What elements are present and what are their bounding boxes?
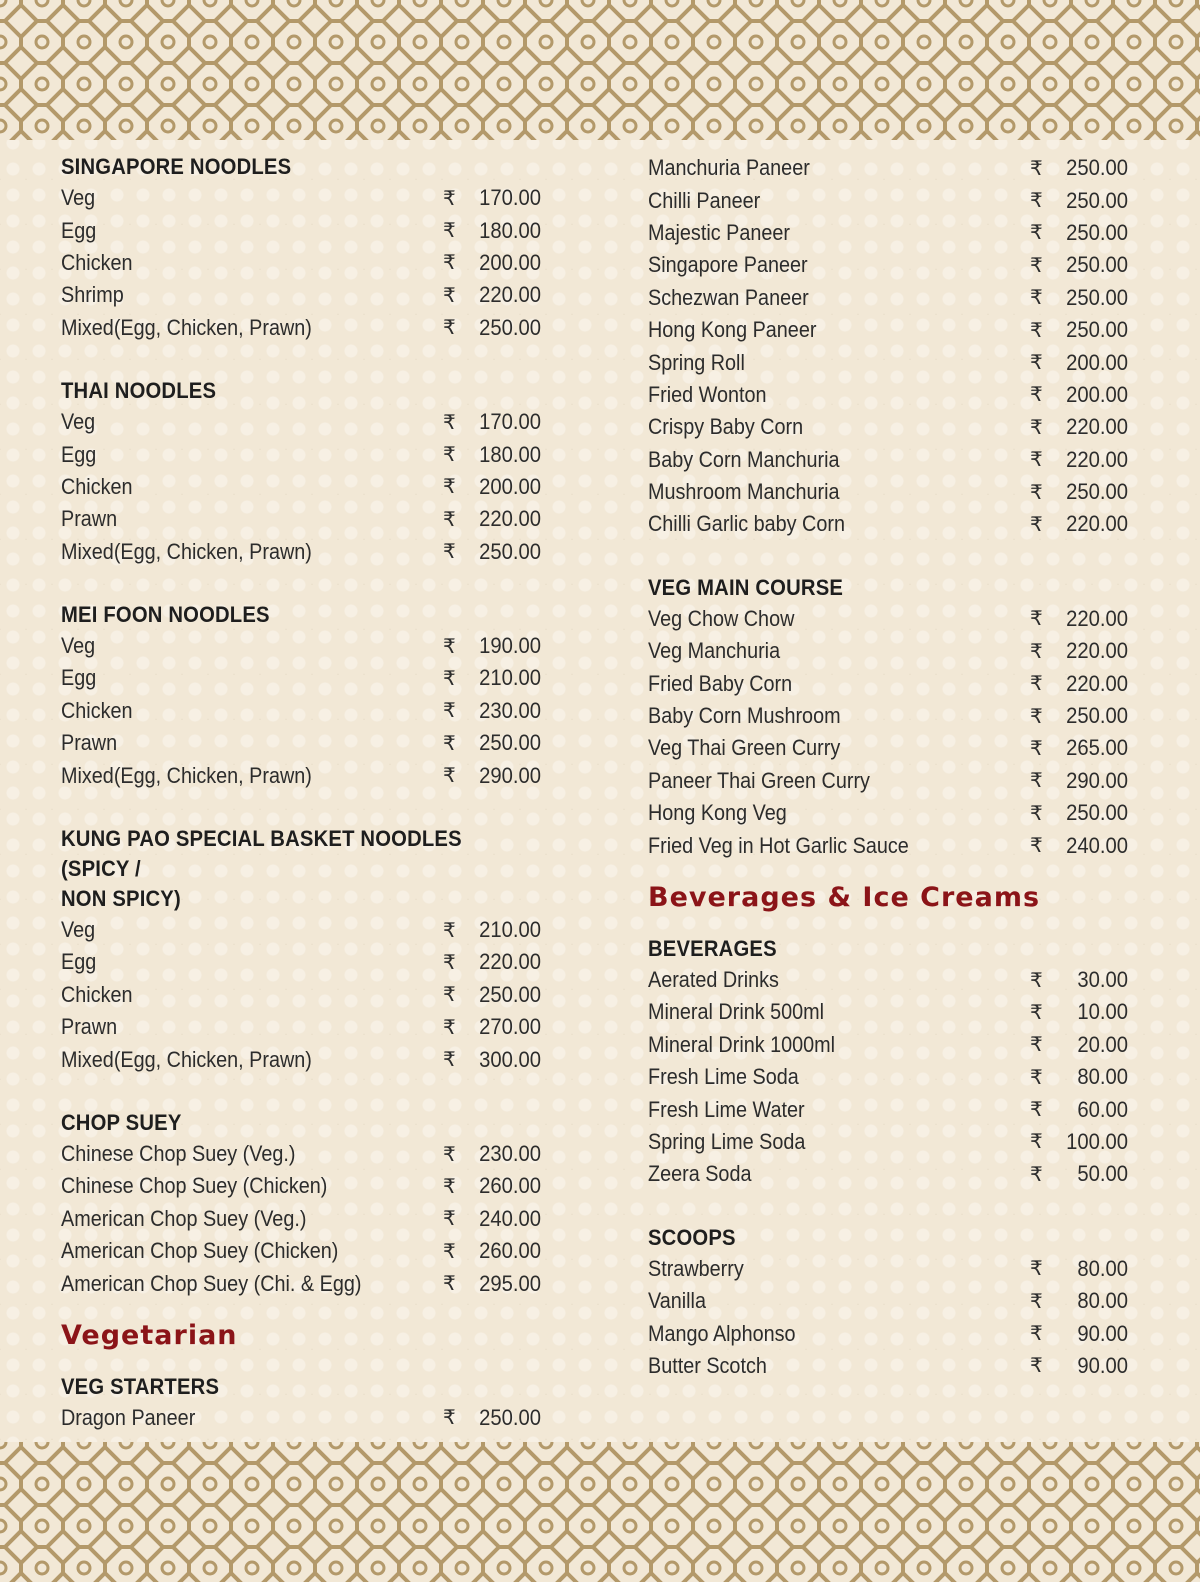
item-price: 80.00 <box>1077 1288 1128 1314</box>
right-column <box>648 152 1128 1382</box>
section-title: VEG MAIN COURSE <box>648 574 844 600</box>
item-price: 180.00 <box>479 217 541 243</box>
item-price: 250.00 <box>1066 703 1128 729</box>
item-name: Fried Baby Corn <box>648 670 793 696</box>
rupee-icon: ₹ <box>443 476 456 499</box>
item-price: 200.00 <box>479 249 541 275</box>
menu-item <box>648 476 1128 508</box>
rupee-icon: ₹ <box>1030 481 1043 504</box>
rupee-icon: ₹ <box>1030 513 1043 536</box>
item-name: American Chop Suey (Chicken) <box>61 1238 339 1264</box>
item-price: 220.00 <box>1066 638 1128 664</box>
item-price: 250.00 <box>479 314 541 340</box>
item-name: Aerated Drinks <box>648 967 779 992</box>
menu-item <box>648 1350 1128 1382</box>
item-name: Baby Corn Manchuria <box>648 446 840 472</box>
item-name: Dragon Paneer <box>61 1404 196 1430</box>
menu-item <box>648 829 1128 861</box>
item-price: 250.00 <box>479 538 541 564</box>
rupee-icon: ₹ <box>1030 1355 1043 1378</box>
item-name: Chicken <box>61 473 133 499</box>
item-price: 240.00 <box>479 1205 541 1231</box>
section-title: THAI NOODLES <box>61 377 217 403</box>
section-title: CHOP SUEY <box>61 1109 182 1135</box>
category-title-beverages: Beverages & Ice Creams <box>648 881 1041 913</box>
item-name: Spring Roll <box>648 349 745 375</box>
rupee-icon: ₹ <box>1030 1099 1043 1122</box>
item-name: Strawberry <box>648 1255 744 1281</box>
rupee-icon: ₹ <box>443 1016 456 1039</box>
menu-item <box>61 214 541 246</box>
menu-item <box>61 1267 541 1299</box>
item-name: Chilli Paneer <box>648 187 761 213</box>
rupee-icon: ₹ <box>1030 737 1043 760</box>
item-price: 260.00 <box>479 1173 541 1199</box>
menu-item <box>648 732 1128 764</box>
menu-item <box>61 312 541 344</box>
item-price: 220.00 <box>479 282 541 308</box>
menu-item <box>61 1235 541 1267</box>
rupee-icon: ₹ <box>443 635 456 658</box>
rupee-icon: ₹ <box>1030 608 1043 631</box>
item-price: 220.00 <box>1066 605 1128 631</box>
item-price: 100.00 <box>1066 1128 1128 1154</box>
menu-item <box>648 1158 1128 1190</box>
menu-item <box>648 444 1128 476</box>
rupee-icon: ₹ <box>1030 673 1043 696</box>
rupee-icon: ₹ <box>443 1049 456 1072</box>
item-price: 170.00 <box>479 185 541 211</box>
spacer <box>61 1076 541 1108</box>
rupee-icon: ₹ <box>1030 802 1043 825</box>
item-price: 260.00 <box>479 1238 541 1264</box>
rupee-icon: ₹ <box>443 1208 456 1231</box>
rupee-icon: ₹ <box>1030 640 1043 663</box>
item-name: Veg <box>61 917 96 943</box>
rupee-icon: ₹ <box>1030 157 1043 180</box>
item-price: 220.00 <box>1066 446 1128 472</box>
bottom-decorative-border <box>0 1442 1200 1582</box>
menu-item <box>648 314 1128 346</box>
item-price: 250.00 <box>1066 187 1128 213</box>
item-name: Mushroom Manchuria <box>648 479 840 505</box>
item-price: 250.00 <box>1066 284 1128 310</box>
menu-item <box>648 184 1128 216</box>
menu-item <box>61 946 541 978</box>
item-name: Crispy Baby Corn <box>648 414 804 440</box>
menu-item <box>648 152 1128 184</box>
menu-item <box>648 700 1128 732</box>
item-price: 250.00 <box>479 1404 541 1430</box>
rupee-icon: ₹ <box>443 541 456 564</box>
section-chop-suey <box>61 1108 541 1300</box>
spacer <box>648 918 1128 934</box>
item-name: Egg <box>61 441 97 467</box>
rupee-icon: ₹ <box>1030 319 1043 342</box>
rupee-icon: ₹ <box>443 187 456 210</box>
item-name: Fried Wonton <box>648 381 767 407</box>
item-price: 210.00 <box>479 917 541 943</box>
item-price: 250.00 <box>479 730 541 756</box>
section-title-line1: KUNG PAO SPECIAL BASKET NOODLES (SPICY / <box>61 825 462 881</box>
item-price: 190.00 <box>479 633 541 659</box>
spacer <box>648 862 1128 878</box>
item-name: Chicken <box>61 697 133 723</box>
menu-item <box>61 247 541 279</box>
item-price: 200.00 <box>479 473 541 499</box>
rupee-icon: ₹ <box>1030 449 1043 472</box>
item-name: Mineral Drink 1000ml <box>648 1031 836 1057</box>
rupee-icon: ₹ <box>443 284 456 307</box>
section-title-line2: NON SPICY) <box>61 885 181 911</box>
rupee-icon: ₹ <box>443 984 456 1007</box>
item-name: Hong Kong Veg <box>648 800 787 826</box>
item-price: 180.00 <box>479 441 541 467</box>
spacer <box>648 1191 1128 1223</box>
item-price: 220.00 <box>479 506 541 532</box>
item-price: 240.00 <box>1066 832 1128 858</box>
menu-item <box>61 536 541 568</box>
menu-item <box>61 1043 541 1075</box>
spacer <box>61 344 541 376</box>
menu-item <box>648 379 1128 411</box>
item-price: 300.00 <box>479 1046 541 1072</box>
section-veg-main-course <box>648 573 1128 862</box>
menu-item <box>648 603 1128 635</box>
menu-item <box>648 667 1128 699</box>
rupee-icon: ₹ <box>443 411 456 434</box>
menu-item <box>61 471 541 503</box>
item-name: Spring Lime Soda <box>648 1128 806 1154</box>
item-name: Fried Veg in Hot Garlic Sauce <box>648 832 909 858</box>
rupee-icon: ₹ <box>1030 222 1043 245</box>
item-price: 250.00 <box>1066 800 1128 826</box>
rupee-icon: ₹ <box>1030 1290 1043 1313</box>
menu-item <box>61 438 541 470</box>
menu-item <box>61 727 541 759</box>
menu-item <box>61 914 541 946</box>
item-name: Veg Chow Chow <box>648 605 795 631</box>
menu-item <box>61 1138 541 1170</box>
item-price: 220.00 <box>1066 511 1128 537</box>
item-name: Hong Kong Paneer <box>648 317 817 343</box>
item-name: Schezwan Paneer <box>648 284 809 310</box>
item-name: Egg <box>61 217 97 243</box>
rupee-icon: ₹ <box>1030 969 1043 992</box>
item-name: Mixed(Egg, Chicken, Prawn) <box>61 762 312 788</box>
item-price: 265.00 <box>1066 735 1128 761</box>
menu-item <box>61 759 541 791</box>
item-price: 295.00 <box>479 1270 541 1296</box>
section-veg-starters <box>61 1372 541 1434</box>
spacer <box>61 1300 541 1316</box>
rupee-icon: ₹ <box>443 732 456 755</box>
rupee-icon: ₹ <box>443 220 456 243</box>
rupee-icon: ₹ <box>1030 1001 1043 1024</box>
menu-item <box>648 1029 1128 1061</box>
section-mei-foon-noodles <box>61 600 541 792</box>
item-price: 50.00 <box>1077 1161 1128 1187</box>
item-name: Chicken <box>61 249 133 275</box>
rupee-icon: ₹ <box>443 919 456 942</box>
menu-item <box>648 282 1128 314</box>
item-name: Chinese Chop Suey (Veg.) <box>61 1141 296 1166</box>
menu-item <box>648 797 1128 829</box>
rupee-icon: ₹ <box>443 252 456 275</box>
item-price: 250.00 <box>1066 219 1128 245</box>
rupee-icon: ₹ <box>1030 835 1043 858</box>
menu-item <box>648 1093 1128 1125</box>
menu-item <box>61 1011 541 1043</box>
item-name: Chicken <box>61 981 133 1007</box>
menu-item <box>61 182 541 214</box>
item-name: Mixed(Egg, Chicken, Prawn) <box>61 1046 312 1072</box>
spacer <box>61 792 541 824</box>
item-price: 250.00 <box>1066 155 1128 181</box>
menu-item <box>61 630 541 662</box>
top-decorative-border <box>0 0 1200 140</box>
spacer <box>61 568 541 600</box>
menu-item <box>648 996 1128 1028</box>
section-scoops <box>648 1223 1128 1383</box>
item-price: 210.00 <box>479 665 541 691</box>
item-name: Prawn <box>61 506 118 532</box>
section-title: SCOOPS <box>648 1224 736 1250</box>
item-price: 60.00 <box>1077 1096 1128 1122</box>
menu-item <box>648 765 1128 797</box>
item-name: Mineral Drink 500ml <box>648 999 825 1025</box>
menu-item <box>61 279 541 311</box>
item-price: 20.00 <box>1077 1031 1128 1057</box>
item-price: 30.00 <box>1077 967 1128 992</box>
item-name: Veg Manchuria <box>648 638 781 664</box>
item-price: 230.00 <box>479 1141 541 1166</box>
item-name: Butter Scotch <box>648 1352 767 1378</box>
item-price: 80.00 <box>1077 1255 1128 1281</box>
rupee-icon: ₹ <box>1030 190 1043 213</box>
menu-item <box>648 217 1128 249</box>
item-name: Majestic Paneer <box>648 219 790 245</box>
rupee-icon: ₹ <box>443 1240 456 1263</box>
item-name: Veg Thai Green Curry <box>648 735 841 761</box>
menu-item <box>61 1170 541 1202</box>
spacer <box>648 541 1128 573</box>
item-name: Fresh Lime Water <box>648 1096 805 1122</box>
rupee-icon: ₹ <box>443 1273 456 1296</box>
rupee-icon: ₹ <box>443 444 456 467</box>
section-title: MEI FOON NOODLES <box>61 601 270 627</box>
menu-item <box>648 1126 1128 1158</box>
item-name: Chinese Chop Suey (Chicken) <box>61 1173 328 1199</box>
item-name: Singapore Paneer <box>648 252 808 278</box>
section-title: SINGAPORE NOODLES <box>61 154 292 179</box>
item-price: 220.00 <box>479 949 541 975</box>
rupee-icon: ₹ <box>443 1143 456 1166</box>
menu-item <box>648 635 1128 667</box>
item-price: 200.00 <box>1066 349 1128 375</box>
rupee-icon: ₹ <box>1030 254 1043 277</box>
menu-item <box>648 508 1128 540</box>
section-kung-pao-noodles <box>61 824 541 1076</box>
item-price: 230.00 <box>479 697 541 723</box>
item-price: 220.00 <box>1066 414 1128 440</box>
rupee-icon: ₹ <box>1030 1163 1043 1186</box>
menu-item <box>61 695 541 727</box>
item-name: Baby Corn Mushroom <box>648 703 841 729</box>
item-price: 290.00 <box>479 762 541 788</box>
section-singapore-noodles <box>61 152 541 344</box>
rupee-icon: ₹ <box>1030 1034 1043 1057</box>
item-price: 270.00 <box>479 1014 541 1040</box>
menu-item <box>648 411 1128 443</box>
item-price: 250.00 <box>1066 252 1128 278</box>
item-name: Prawn <box>61 1014 118 1040</box>
menu-item <box>61 979 541 1011</box>
item-name: Fresh Lime Soda <box>648 1064 799 1090</box>
item-name: Chilli Garlic baby Corn <box>648 511 845 537</box>
item-price: 250.00 <box>479 981 541 1007</box>
item-price: 290.00 <box>1066 767 1128 793</box>
spacer <box>61 1356 541 1372</box>
rupee-icon: ₹ <box>443 700 456 723</box>
item-price: 90.00 <box>1077 1352 1128 1378</box>
menu-item <box>648 1061 1128 1093</box>
item-name: Vanilla <box>648 1288 706 1314</box>
item-price: 80.00 <box>1077 1064 1128 1090</box>
rupee-icon: ₹ <box>443 765 456 788</box>
rupee-icon: ₹ <box>1030 705 1043 728</box>
section-thai-noodles <box>61 376 541 568</box>
left-column <box>61 152 541 1434</box>
item-name: Egg <box>61 949 97 975</box>
item-name: Manchuria Paneer <box>648 155 810 181</box>
item-name: Zeera Soda <box>648 1161 752 1187</box>
item-price: 250.00 <box>1066 317 1128 343</box>
item-price: 10.00 <box>1077 999 1128 1025</box>
item-name: Mixed(Egg, Chicken, Prawn) <box>61 314 312 340</box>
item-price: 90.00 <box>1077 1320 1128 1346</box>
item-name: Mango Alphonso <box>648 1320 796 1346</box>
item-name: American Chop Suey (Veg.) <box>61 1205 307 1231</box>
menu-item <box>61 406 541 438</box>
item-price: 250.00 <box>1066 479 1128 505</box>
rupee-icon: ₹ <box>443 508 456 531</box>
rupee-icon: ₹ <box>1030 1131 1043 1154</box>
item-name: Shrimp <box>61 282 124 308</box>
rupee-icon: ₹ <box>1030 1066 1043 1089</box>
menu-item <box>648 964 1128 996</box>
item-name: Veg <box>61 409 96 435</box>
section-veg-starters-continued <box>648 152 1128 541</box>
menu-item <box>648 249 1128 281</box>
item-name: Prawn <box>61 730 118 756</box>
item-name: Egg <box>61 665 97 691</box>
rupee-icon: ₹ <box>1030 352 1043 375</box>
item-name: Paneer Thai Green Curry <box>648 767 870 793</box>
item-name: Veg <box>61 633 96 659</box>
menu-item <box>61 662 541 694</box>
item-price: 220.00 <box>1066 670 1128 696</box>
section-beverages <box>648 934 1128 1191</box>
menu-item <box>61 503 541 535</box>
rupee-icon: ₹ <box>443 317 456 340</box>
menu-item <box>61 1203 541 1235</box>
menu-item <box>648 1253 1128 1285</box>
menu-item <box>648 346 1128 378</box>
rupee-icon: ₹ <box>443 667 456 690</box>
category-title-vegetarian: Vegetarian <box>61 1319 238 1351</box>
item-name: Veg <box>61 185 96 211</box>
rupee-icon: ₹ <box>1030 416 1043 439</box>
section-title: VEG STARTERS <box>61 1373 220 1399</box>
item-name: American Chop Suey (Chi. & Egg) <box>61 1270 362 1296</box>
menu-item <box>648 1285 1128 1317</box>
item-price: 170.00 <box>479 409 541 435</box>
menu-item <box>61 1402 541 1434</box>
section-title: BEVERAGES <box>648 935 777 961</box>
rupee-icon: ₹ <box>443 1175 456 1198</box>
item-name: Mixed(Egg, Chicken, Prawn) <box>61 538 312 564</box>
item-price: 200.00 <box>1066 381 1128 407</box>
rupee-icon: ₹ <box>443 951 456 974</box>
rupee-icon: ₹ <box>1030 384 1043 407</box>
rupee-icon: ₹ <box>1030 770 1043 793</box>
rupee-icon: ₹ <box>1030 287 1043 310</box>
menu-item <box>648 1317 1128 1349</box>
rupee-icon: ₹ <box>1030 1323 1043 1346</box>
rupee-icon: ₹ <box>1030 1258 1043 1281</box>
rupee-icon: ₹ <box>443 1407 456 1430</box>
